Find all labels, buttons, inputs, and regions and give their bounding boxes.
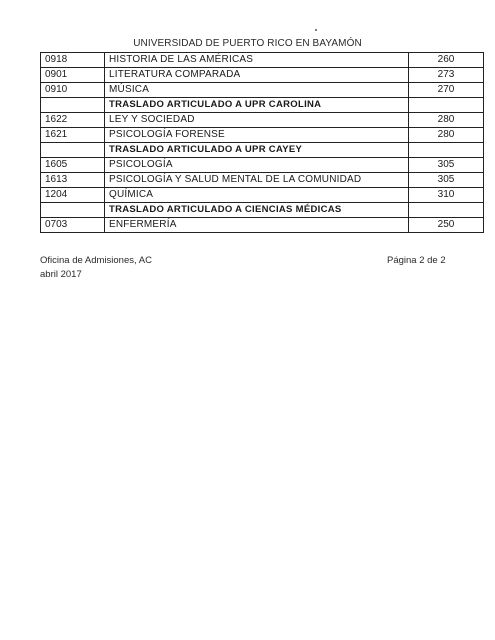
footer-date: abril 2017: [40, 269, 82, 280]
table-row: [41, 158, 484, 173]
programs-table: [40, 52, 484, 233]
section-header-row: [41, 143, 484, 158]
program-code: 0901: [41, 68, 105, 83]
program-code: 0918: [41, 53, 105, 68]
program-name: PSICOLOGÍA: [105, 158, 409, 173]
program-name: MÚSICA: [105, 83, 409, 98]
program-name: QUÍMICA: [105, 188, 409, 203]
program-code: 1605: [41, 158, 105, 173]
programs-table-body: [41, 53, 484, 233]
program-score: 250: [409, 218, 484, 233]
program-name: PSICOLOGÍA FORENSE: [105, 128, 409, 143]
table-row: [41, 188, 484, 203]
section-code-cell: [41, 203, 105, 218]
table-row: [41, 113, 484, 128]
table-row: [41, 83, 484, 98]
footer-office: Oficina de Admisiones, AC: [40, 255, 152, 266]
program-name: HISTORIA DE LAS AMÉRICAS: [105, 53, 409, 68]
program-code: 0703: [41, 218, 105, 233]
section-header-row: [41, 203, 484, 218]
page-header-title: UNIVERSIDAD DE PUERTO RICO EN BAYAMÓN: [133, 38, 362, 49]
program-name: ENFERMERÍA: [105, 218, 409, 233]
program-code: 1613: [41, 173, 105, 188]
section-code-cell: [41, 143, 105, 158]
program-score: 260: [409, 53, 484, 68]
program-code: 1622: [41, 113, 105, 128]
scan-mark: [315, 29, 317, 31]
program-name: LITERATURA COMPARADA: [105, 68, 409, 83]
section-score-cell: [409, 98, 484, 113]
table-row: [41, 128, 484, 143]
footer-page-number: Página 2 de 2: [387, 255, 446, 266]
program-code: 1204: [41, 188, 105, 203]
section-label: TRASLADO ARTICULADO A CIENCIAS MÉDICAS: [105, 203, 409, 218]
section-header-row: [41, 98, 484, 113]
table-row: [41, 218, 484, 233]
program-score: 305: [409, 158, 484, 173]
table-row: [41, 173, 484, 188]
program-code: 0910: [41, 83, 105, 98]
program-score: 310: [409, 188, 484, 203]
table-row: [41, 68, 484, 83]
table-row: [41, 53, 484, 68]
footer-left: [40, 254, 152, 282]
program-name: LEY Y SOCIEDAD: [105, 113, 409, 128]
program-score: 280: [409, 113, 484, 128]
program-score: 305: [409, 173, 484, 188]
program-score: 280: [409, 128, 484, 143]
section-score-cell: [409, 143, 484, 158]
program-score: 270: [409, 83, 484, 98]
program-score: 273: [409, 68, 484, 83]
section-code-cell: [41, 98, 105, 113]
section-score-cell: [409, 203, 484, 218]
section-label: TRASLADO ARTICULADO A UPR CAROLINA: [105, 98, 409, 113]
program-name: PSICOLOGÍA Y SALUD MENTAL DE LA COMUNIDAD: [105, 173, 409, 188]
program-code: 1621: [41, 128, 105, 143]
section-label: TRASLADO ARTICULADO A UPR CAYEY: [105, 143, 409, 158]
